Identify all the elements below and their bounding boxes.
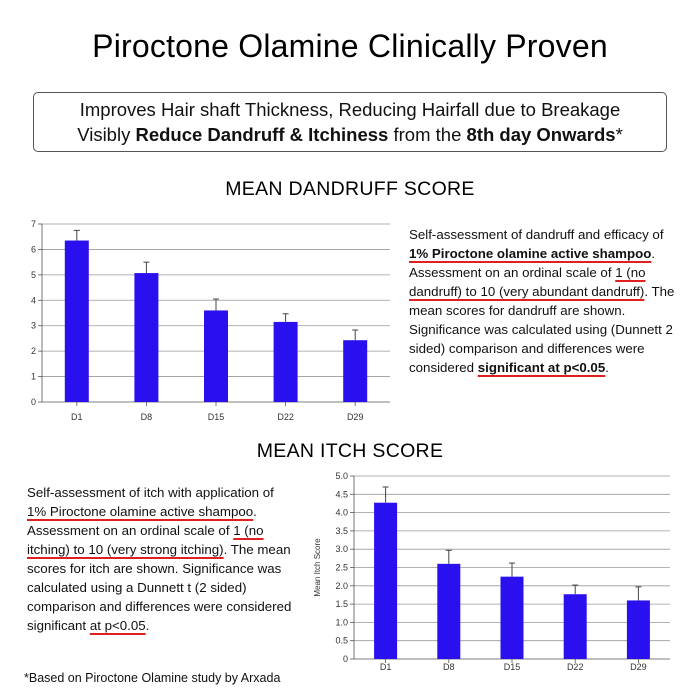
y-tick-label: 5 [30, 269, 36, 280]
bar-d22 [274, 322, 298, 402]
x-tick-label: D29 [630, 662, 647, 672]
banner-highlight: 8th day Onwards [466, 124, 616, 145]
y-tick-label: 3 [30, 320, 36, 331]
x-tick-label: D8 [140, 412, 153, 422]
bar-d29 [343, 340, 367, 402]
desc-highlight: 1% Piroctone olamine active shampoo [27, 504, 254, 519]
y-axis-label: Mean Itch Score [313, 538, 322, 597]
dandruff-bar-chart [20, 213, 400, 428]
desc-text: . [145, 618, 150, 633]
y-tick-label: 7 [30, 219, 36, 229]
bar-d8 [134, 273, 158, 402]
y-tick-label: 2 [30, 346, 36, 357]
x-tick-label: D8 [443, 662, 455, 672]
desc-text: . Assessment on an ordinal scale of [27, 504, 257, 538]
bar-d1 [374, 503, 397, 659]
banner-highlight: Reduce Dandruff & Itchiness [135, 124, 389, 145]
desc-text: Self-assessment of itch with application of [27, 485, 274, 500]
y-tick-label: 6 [30, 244, 36, 255]
banner-line-2 [34, 122, 666, 147]
itch-description [27, 483, 292, 635]
dandruff-chart-title: MEAN DANDRUFF SCORE [225, 178, 475, 200]
y-tick-label: 0 [30, 397, 36, 407]
y-tick-label: 2.5 [335, 562, 348, 573]
itch-chart-title: MEAN ITCH SCORE [256, 440, 444, 462]
x-tick-label: D29 [346, 412, 364, 422]
x-tick-label: D22 [566, 662, 584, 672]
y-tick-label: 3.0 [335, 544, 348, 555]
y-tick-label: 0 [342, 654, 348, 664]
y-tick-label: 5.0 [335, 471, 348, 481]
x-tick-label: D1 [71, 412, 83, 422]
banner-asterisk: * [615, 124, 623, 145]
claim-banner [33, 92, 667, 152]
desc-text: . The mean scores for itch are shown. Significance was calculated using a Dunnett t (2 sided) comparison and differences were considered significant [27, 542, 292, 633]
bar-d8 [437, 564, 460, 659]
bar-d15 [501, 577, 524, 659]
y-tick-label: 0.5 [335, 635, 348, 646]
x-tick-label: D1 [379, 662, 392, 672]
banner-line-1: Improves Hair shaft Thickness, Reducing Hairfall due to Breakage [79, 99, 621, 120]
y-tick-label: 4 [30, 295, 36, 306]
page-title: Piroctone Olamine Clinically Proven [92, 28, 608, 64]
desc-text: . The mean scores for dandruff are shown. Significance was calculated using (Dunnett 2 sided) comparison and differences were considered [409, 284, 675, 375]
desc-highlight: 1 (no itching) to 10 (very strong itching) [27, 523, 264, 557]
desc-highlight: significant at p<0.05 [477, 360, 606, 375]
desc-highlight: 1 (no dandruff) to 10 (very abundant dandruff) [409, 265, 646, 299]
desc-highlight: at p<0.05 [89, 618, 146, 633]
banner-text: from the [388, 124, 467, 145]
desc-text: . Assessment on an ordinal scale of [409, 246, 656, 280]
bar-d29 [627, 600, 650, 659]
y-tick-label: 1 [30, 371, 36, 382]
x-tick-label: D22 [277, 412, 294, 422]
bar-d1 [65, 241, 89, 402]
footnote: *Based on Piroctone Olamine study by Arxada [24, 671, 281, 685]
y-tick-label: 4.0 [335, 507, 348, 518]
desc-text: Self-assessment of dandruff and efficacy of [409, 227, 664, 242]
bar-d22 [564, 594, 587, 659]
x-tick-label: D15 [207, 412, 225, 422]
itch-bar-chart [310, 467, 680, 679]
y-tick-label: 3.5 [335, 525, 348, 536]
y-tick-label: 2.0 [335, 580, 348, 591]
desc-highlight: 1% Piroctone olamine active shampoo [409, 246, 652, 261]
y-tick-label: 1.5 [335, 599, 348, 610]
y-tick-label: 4.5 [335, 489, 348, 500]
desc-text: . [605, 360, 609, 375]
dandruff-description [409, 225, 684, 377]
x-tick-label: D15 [503, 662, 521, 672]
bar-d15 [204, 310, 228, 402]
y-tick-label: 1.0 [335, 617, 348, 628]
banner-text: Visibly [77, 124, 136, 145]
